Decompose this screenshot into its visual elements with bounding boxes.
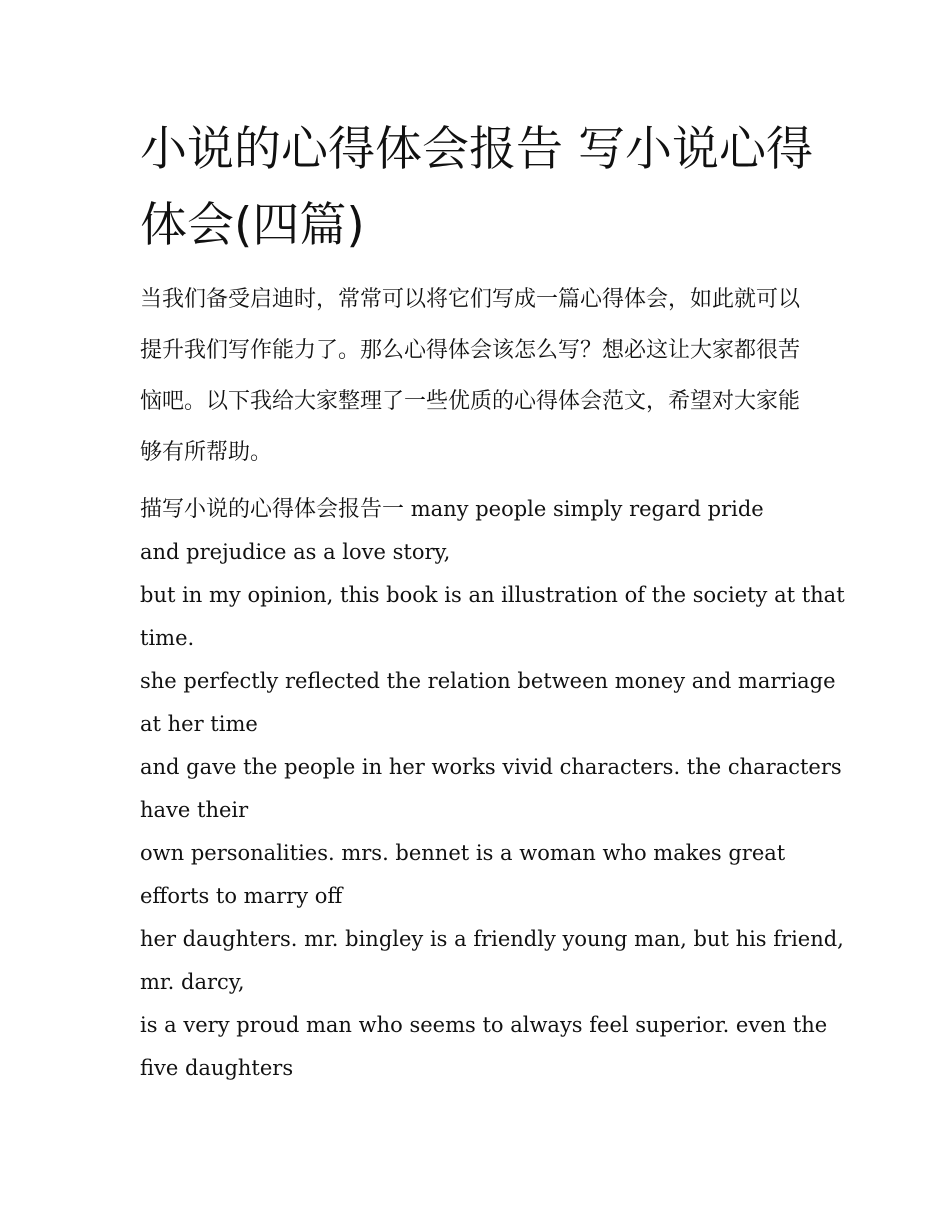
essay-line: five daughters	[140, 1056, 294, 1080]
essay-line: mr. darcy,	[140, 970, 245, 994]
essay-body	[140, 488, 845, 1090]
essay-line: and gave the people in her works vivid characters. the characters	[140, 755, 842, 779]
essay-line: is a very proud man who seems to always feel superior. even the	[140, 1013, 828, 1037]
essay-line: efforts to marry off	[140, 884, 343, 908]
document-page	[140, 112, 845, 1090]
essay-line: at her time	[140, 712, 258, 736]
essay-line: own personalities. mrs. bennet is a woman who makes great	[140, 841, 786, 865]
essay-line: have their	[140, 798, 249, 822]
essay-line: her daughters. mr. bingley is a friendly young man, but his friend,	[140, 927, 844, 951]
essay-line-text: many people simply regard pride	[410, 497, 764, 521]
essay-line: she perfectly reflected the relation between money and marriage	[140, 669, 836, 693]
section-heading: 描写小说的心得体会报告一	[140, 497, 405, 522]
intro-paragraph: 当我们备受启迪时，常常可以将它们写成一篇心得体会，如此就可以提升我们写作能力了。那么心得体会该怎么写？想必这让大家都很苦恼吧。以下我给大家整理了一些优质的心得体会范文，希望对大家能够有所帮助。	[140, 287, 801, 465]
essay-line: but in my opinion, this book is an illustration of the society at that	[140, 583, 845, 607]
essay-line	[140, 488, 816, 531]
essay-line: and prejudice as a love story,	[140, 540, 451, 564]
essay-line: time.	[140, 626, 195, 650]
document-title: 小说的心得体会报告 写小说心得体会(四篇)	[140, 122, 813, 253]
